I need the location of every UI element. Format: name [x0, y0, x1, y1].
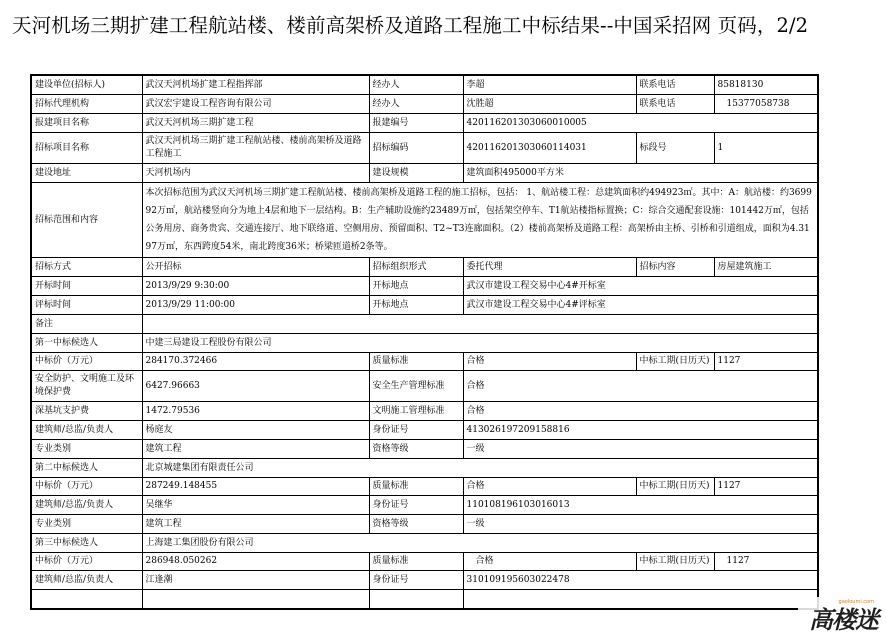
value-cell: 沈胜超 [463, 95, 636, 114]
table-row [31, 371, 818, 402]
label-cell: 建设规模 [369, 164, 463, 183]
label-cell: 中标价（万元） [31, 353, 142, 371]
value-cell: 一级 [463, 515, 818, 534]
value-cell: 1127 [714, 353, 818, 371]
value-cell: 武汉天河机场三期扩建工程航站楼、楼前高架桥及道路工程施工 [142, 133, 369, 164]
label-cell: 评标时间 [31, 296, 142, 315]
value-cell [463, 590, 818, 610]
value-cell: 北京城建集团有限责任公司 [142, 459, 818, 478]
label-cell: 专业类别 [31, 515, 142, 534]
value-cell: 上海建工集团股份有限公司 [142, 534, 818, 553]
value-cell: 85818130 [714, 75, 818, 95]
label-cell: 建设单位(招标人) [31, 75, 142, 95]
bid-result-table [30, 74, 819, 610]
label-cell: 中标工期(日历天) [636, 478, 714, 496]
table-row [31, 296, 818, 315]
value-cell: 建筑面积495000平方米 [463, 164, 818, 183]
value-cell: 江逢潮 [142, 571, 369, 590]
value-cell: 武汉市建设工程交易中心4#开标室 [463, 277, 818, 296]
label-cell: 身份证号 [369, 421, 463, 440]
value-cell: 一级 [463, 440, 818, 459]
value-cell: 李超 [463, 75, 636, 95]
value-cell: 6427.96663 [142, 371, 369, 402]
table-row [31, 571, 818, 590]
value-cell: 287249.148455 [142, 478, 369, 496]
value-cell: 建筑工程 [142, 515, 369, 534]
value-cell [142, 315, 818, 334]
label-cell: 招标范围和内容 [31, 183, 142, 258]
value-cell: 110108196103016013 [463, 496, 818, 515]
value-cell: 420116201303060010005 [463, 114, 818, 133]
table-row [31, 258, 818, 277]
label-cell: 资格等级 [369, 515, 463, 534]
label-cell: 经办人 [369, 75, 463, 95]
value-cell: 310109195603022478 [463, 571, 818, 590]
value-cell: 15377058738 [714, 95, 818, 114]
label-cell: 第二中标候选人 [31, 459, 142, 478]
table-row [31, 75, 818, 95]
label-cell: 联系电话 [636, 95, 714, 114]
label-cell: 身份证号 [369, 496, 463, 515]
label-cell: 深基坑支护费 [31, 402, 142, 421]
table-row [31, 164, 818, 183]
watermark-text: 高楼迷 [809, 606, 878, 634]
label-cell: 建设地址 [31, 164, 142, 183]
page-title: 天河机场三期扩建工程航站楼、楼前高架桥及道路工程施工中标结果--中国采招网 页码，2/2 [12, 14, 809, 37]
scope-description: 本次招标范围为武汉天河机场三期扩建工程航站楼、楼前高架桥及道路工程的施工招标，包括： 1、航站楼工程：总建筑面积约494923㎡。其中：A：航站楼：约369992万㎡，航站楼竖向分为地上4层和地下一层结构。B：生产辅助设施约23489万㎡，包括架空停车、T1航站楼指标置换；C：综合交通配套设施：101442万㎡，包括公务用房、商务贵宾、交通连接厅、地下联络道、空侧用房、预留面积、T2~T3连廊面积。（2）楼前高架桥及道路工程：高架桥由主桥、引桥和引道组成，面积为4.3197万㎡，东西跨度54米，南北跨度36米；桥梁匝道桥2条等。 [142, 183, 818, 258]
value-cell: 413026197209158816 [463, 421, 818, 440]
table-row [31, 478, 818, 496]
label-cell: 报建编号 [369, 114, 463, 133]
value-cell: 1127 [714, 553, 818, 571]
label-cell: 中标价（万元） [31, 553, 142, 571]
label-cell: 质量标准 [369, 553, 463, 571]
bid-result-table-container [30, 74, 817, 610]
label-cell: 建筑师/总监/负责人 [31, 421, 142, 440]
label-cell: 开标地点 [369, 277, 463, 296]
value-cell: 武汉天河机场三期扩建工程 [142, 114, 369, 133]
label-cell: 质量标准 [369, 478, 463, 496]
label-cell: 标段号 [636, 133, 714, 164]
value-cell: 吴继华 [142, 496, 369, 515]
label-cell: 质量标准 [369, 353, 463, 371]
table-row [31, 440, 818, 459]
table-row [31, 553, 818, 571]
watermark-logo [798, 597, 880, 635]
value-cell: 中建三局建设工程股份有限公司 [142, 334, 818, 353]
value-cell: 420116201303060114031 [463, 133, 636, 164]
label-cell: 开标地点 [369, 296, 463, 315]
value-cell: 武汉市建设工程交易中心4#评标室 [463, 296, 818, 315]
value-cell: 合格 [463, 553, 636, 571]
label-cell: 第一中标候选人 [31, 334, 142, 353]
value-cell: 杨庭友 [142, 421, 369, 440]
label-cell: 招标项目名称 [31, 133, 142, 164]
value-cell: 284170.372466 [142, 353, 369, 371]
value-cell: 建筑工程 [142, 440, 369, 459]
table-row [31, 334, 818, 353]
label-cell: 招标组织形式 [369, 258, 463, 277]
label-cell: 中标工期(日历天) [636, 353, 714, 371]
table-row [31, 114, 818, 133]
table-row [31, 534, 818, 553]
value-cell: 286948.050262 [142, 553, 369, 571]
label-cell: 招标代理机构 [31, 95, 142, 114]
label-cell: 中标价（万元） [31, 478, 142, 496]
value-cell: 1 [714, 133, 818, 164]
table-row [31, 459, 818, 478]
label-cell: 建筑师/总监/负责人 [31, 571, 142, 590]
value-cell: 2013/9/29 9:30:00 [142, 277, 369, 296]
label-cell: 招标编码 [369, 133, 463, 164]
table-row [31, 183, 818, 258]
label-cell: 招标内容 [636, 258, 714, 277]
value-cell: 合格 [463, 478, 636, 496]
value-cell: 1127 [714, 478, 818, 496]
label-cell: 联系电话 [636, 75, 714, 95]
value-cell: 委托代理 [463, 258, 636, 277]
label-cell: 报建项目名称 [31, 114, 142, 133]
value-cell: 天河机场内 [142, 164, 369, 183]
table-row [31, 421, 818, 440]
label-cell: 专业类别 [31, 440, 142, 459]
label-cell: 招标方式 [31, 258, 142, 277]
value-cell: 合格 [463, 371, 818, 402]
value-cell: 合格 [463, 353, 636, 371]
value-cell: 房屋建筑施工 [714, 258, 818, 277]
table-row [31, 590, 818, 610]
table-row [31, 95, 818, 114]
table-row [31, 133, 818, 164]
table-row [31, 496, 818, 515]
label-cell [31, 590, 142, 610]
label-cell: 备注 [31, 315, 142, 334]
label-cell: 安全生产管理标准 [369, 371, 463, 402]
value-cell [142, 590, 369, 610]
value-cell: 2013/9/29 11:00:00 [142, 296, 369, 315]
table-row [31, 353, 818, 371]
value-cell: 公开招标 [142, 258, 369, 277]
value-cell: 武汉宏宇建设工程咨询有限公司 [142, 95, 369, 114]
watermark-url: gaoloumi.com [838, 599, 874, 605]
value-cell: 1472.79536 [142, 402, 369, 421]
value-cell: 合格 [463, 402, 818, 421]
label-cell: 经办人 [369, 95, 463, 114]
label-cell: 资格等级 [369, 440, 463, 459]
value-cell: 武汉天河机场扩建工程指挥部 [142, 75, 369, 95]
table-row [31, 315, 818, 334]
table-row [31, 402, 818, 421]
table-row [31, 277, 818, 296]
label-cell: 身份证号 [369, 571, 463, 590]
label-cell: 建筑师/总监/负责人 [31, 496, 142, 515]
label-cell [369, 590, 463, 610]
label-cell: 开标时间 [31, 277, 142, 296]
table-row [31, 515, 818, 534]
label-cell: 中标工期(日历天) [636, 553, 714, 571]
label-cell: 第三中标候选人 [31, 534, 142, 553]
label-cell: 文明施工管理标准 [369, 402, 463, 421]
label-cell: 安全防护、文明施工及环境保护费 [31, 371, 142, 402]
